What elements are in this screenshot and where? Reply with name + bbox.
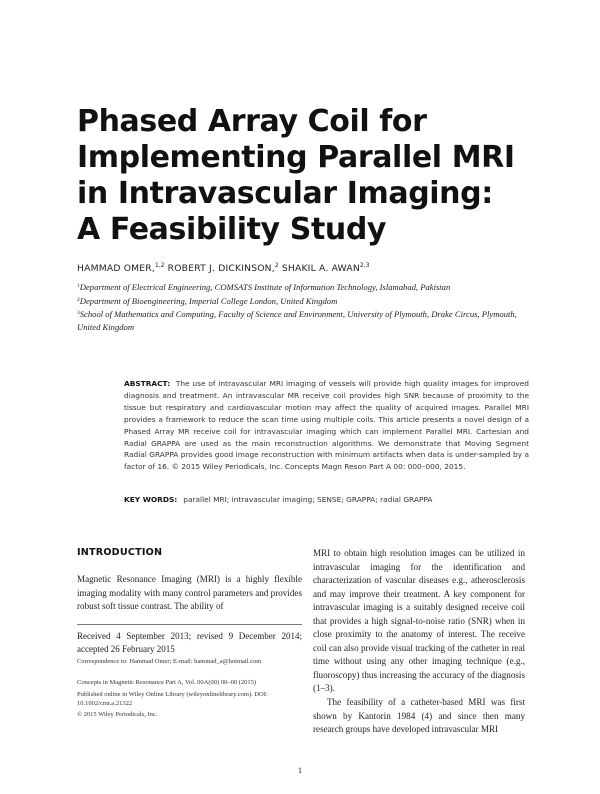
title-line: A Feasibility Study xyxy=(77,212,387,247)
author-name: SHAKIL A. AWAN xyxy=(281,263,360,274)
affil-text: Department of Electrical Engineering, COMSATS Institute of Information Technology, Islamabad, Pakistan xyxy=(79,282,451,292)
author-list xyxy=(77,262,557,274)
keywords xyxy=(124,495,529,504)
affiliation-list xyxy=(77,280,517,333)
correspondence-note: Correspondence to: Hammad Omer; E-mail: hammad_a@hotmail.com xyxy=(77,658,262,665)
title-line: in Intravascular Imaging: xyxy=(77,176,493,211)
right-column xyxy=(313,547,525,737)
title-line: Implementing Parallel MRI xyxy=(77,140,515,175)
author-name: ROBERT J. DICKINSON, xyxy=(167,263,275,274)
keywords-label: KEY WORDS: xyxy=(124,495,178,504)
intro-continued xyxy=(313,547,525,737)
intro-paragraph: The feasibility of a catheter-based MRI was first shown by Kantorin 1984 (4) and since then many research groups have developed intravascular MRI xyxy=(313,697,525,735)
affiliation xyxy=(77,280,517,294)
author-affil-sup: 2 xyxy=(274,262,279,269)
affil-sup: 3 xyxy=(77,310,80,316)
abstract-label: ABSTRACT: xyxy=(124,379,171,388)
published-online-note: Published online in Wiley Online Library (wileyonlinelibrary.com). DOI: 10.1002/cmr.a.21322 xyxy=(77,691,268,707)
affiliation xyxy=(77,294,517,308)
affil-sup: 2 xyxy=(77,296,80,303)
title-line: Phased Array Coil for xyxy=(77,104,427,139)
author-name: HAMMAD OMER, xyxy=(77,263,155,274)
keywords-text: parallel MRI; intravascular imaging; SENSE; GRAPPA; radial GRAPPA xyxy=(183,495,433,504)
affil-text: Department of Bioengineering, Imperial College London, United Kingdom xyxy=(79,295,338,306)
author-affil-sup: 2,3 xyxy=(359,262,370,269)
journal-citation: Concepts in Magnetic Resonance Part A, Vol. 00A(00) 00–00 (2015) xyxy=(77,679,257,686)
affil-sup: 1 xyxy=(77,283,80,289)
footnote-divider xyxy=(77,624,302,625)
intro-paragraph: Magnetic Resonance Imaging (MRI) is a highly flexible imaging modality with many control parameters and provides robust soft tissue contrast. The ability of xyxy=(77,574,302,612)
copyright-note: © 2015 Wiley Periodicals, Inc. xyxy=(77,711,158,718)
abstract-text: The use of intravascular MRI imaging of vessels will provide high quality images for improved diagnosis and treatment. An intravascular MR receive coil provides high SNR because of proximity to the tissue but respiratory and cardiovascular motion may affect the quality of acquired images. Parallel MRI provides a framework to reduce the scan time using multiple coils. This article presents a novel design of a Phased Array MR receive coil for intravascular imaging which can implement Parallel MRI. Cartesian and Radial GRAPPA are used as the main reconstruction algorithms. We demonstrate that Moving Segment Radial GRAPPA provides good image reconstruction with minimum artifacts when data is under-sampled by a factor of 16. © 2015 Wiley Periodicals, Inc. Concepts Magn Reson Part A 00: 000–000, 2015. xyxy=(124,379,530,472)
left-column xyxy=(77,547,302,614)
article-title xyxy=(77,104,547,248)
abstract xyxy=(124,378,529,473)
affiliation xyxy=(77,307,517,333)
received-dates: Received 4 September 2013; revised 9 December 2014; accepted 26 February 2015 xyxy=(77,631,302,654)
intro-paragraph: MRI to obtain high resolution images can be utilized in intravascular imaging for the identification and characterization of vascular diseases e.g., atherosclerosis and may improve their treatment. A key component for intravascular imaging is a suitably designed receive coil that provides a high signal-to-noise ratio (SNR) when in close proximity to the anatomy of interest. The receive coil can also provide visual tracking of the catheter in real time without using any other imaging technique (e.g., fluoroscopy) thus increasing the accuracy of the diagnosis (1–3). xyxy=(313,548,525,694)
section-heading: INTRODUCTION xyxy=(77,547,163,558)
author-affil-sup: 1,2 xyxy=(155,262,165,269)
affil-text: School of Mathematics and Computing, Faculty of Science and Environment, University of Plymouth, Drake Circus, Plymouth, United Kingdom xyxy=(77,309,517,332)
page-number: 1 xyxy=(297,765,303,775)
